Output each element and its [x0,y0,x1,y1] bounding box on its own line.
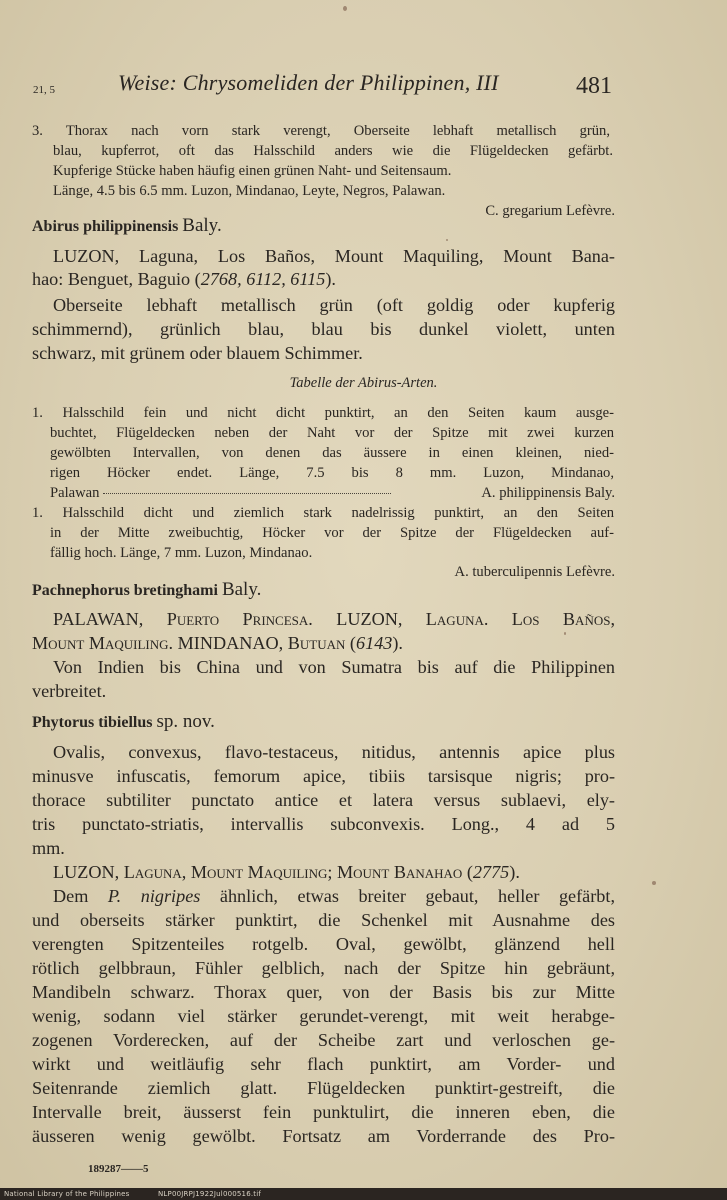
abirus-locality-line-2: hao: Benguet, Baguio (2768, 6112, 6115). [32,269,336,289]
scan-footer [0,1188,727,1200]
table-entry1-line-4: rigen Höcker endet. Länge, 7.5 bis 8 mm. Luzon, Mindanao, [50,465,614,481]
phytorus-desc-line-1: Dem P. nigripes ähnlich, etwas breiter gebaut, heller gefärbt, [53,886,615,906]
signature-mark: 189287——5 [88,1163,149,1175]
phytorus-desc-line-5: Mandibeln schwarz. Thorax quer, von der Basis bis zur Mitte [32,982,615,1002]
pachnephorus-locality-line-2: Mount Maquiling. MINDANAO, Butuan (6143). [32,633,403,653]
table-entry1-line-1: 1. Halsschild fein und nicht dicht punktirt, an den Seiten kaum ausge- [32,405,614,421]
key-end-line-2: blau, kupferrot, oft das Halsschild anders wie die Flügeldecken gefärbt. [53,143,613,159]
phytorus-desc-line-6: wenig, sodann viel stärker gerundet-verengt, mit weit herabge- [32,1006,615,1026]
phytorus-desc-line-11: äusseren wenig gewölbt. Fortsatz am Vorderrande des Pro- [32,1126,615,1146]
key-end-line-1: 3. Thorax nach vorn stark verengt, Oberseite lebhaft metallisch grün, [32,123,610,139]
pachnephorus-heading: Pachnephorus bretinghami Baly. [32,579,262,600]
phytorus-locality-line: LUZON, Laguna, Mount Maquiling; Mount Banahao (2775). [53,862,520,882]
phytorus-desc-line-2: und oberseits stärker punktirt, die Schenkel mit Ausnahme des [32,910,615,930]
table-entry2-line-1: 1. Halsschild dicht und ziemlich stark nadelrissig punktirt, an den Seiten [32,505,614,521]
running-head: Weise: Chrysomeliden der Philippinen, III [118,70,499,95]
phytorus-desc-line-8: wirkt und weitläufig sehr flach punktirt, am Vorder- und [32,1054,615,1074]
abirus-desc-line-2: schimmernd), grünlich blau, blau bis dunkel violett, unten [32,319,615,339]
scan-footer-library: National Library of the Philippines [4,1190,130,1198]
pachnephorus-dist-line-2: verbreitet. [32,681,107,701]
table-entry1-species: A. philippinensis Baly. [481,485,615,501]
ink-spot [652,881,656,885]
table-entry1-line-3: gewölbten Intervallen, von denen das äussere in einen kleinen, nied- [50,445,614,461]
key-end-line-4: Länge, 4.5 bis 6.5 mm. Luzon, Mindanao, Leyte, Negros, Palawan. [53,183,446,199]
phytorus-latin-line-4: tris punctato-striatis, intervallis subconvexis. Long., 4 ad 5 [32,814,615,834]
phytorus-heading: Phytorus tibiellus sp. nov. [32,711,215,732]
phytorus-desc-line-9: Seitenrande ziemlich glatt. Flügeldecken punktirt-gestreift, die [32,1078,615,1098]
table-entry1-line-5: Palawan [50,483,395,504]
ink-spot [343,6,347,11]
table-entry2-line-2: in der Mitte zweibuchtig, Höcker vor der Spitze der Flügeldecken auf- [50,525,614,541]
pachnephorus-locality-line-1: PALAWAN, Puerto Princesa. LUZON, Laguna. Los Baños, [53,609,615,629]
abirus-heading: Abirus philippinensis Baly. [32,215,222,236]
phytorus-desc-line-4: rötlich gelbbraun, Fühler gelblich, nach der Spitze hin gebräunt, [32,958,615,978]
page-number: 481 [576,73,612,99]
table-title: Tabelle der Abirus-Arten. [289,375,438,391]
abirus-locality-line-1: LUZON, Laguna, Los Baños, Mount Maquiling, Mount Bana- [53,246,615,266]
table-entry2-species: A. tuberculipennis Lefèvre. [454,564,615,580]
phytorus-desc-line-7: zogenen Vorderecken, auf der Scheibe zart und verloschen ge- [32,1030,615,1050]
phytorus-latin-line-5: mm. [32,838,65,858]
phytorus-latin-line-3: thorace subtiliter punctato antice et latera versus sublaevi, ely- [32,790,615,810]
phytorus-latin-line-1: Ovalis, convexus, flavo-testaceus, nitidus, antennis apice plus [53,742,615,762]
abirus-desc-line-1: Oberseite lebhaft metallisch grün (oft goldig oder kupferig [53,295,615,315]
ink-spot [446,239,448,241]
key-end-line-3: Kupferige Stücke haben häufig einen grünen Naht- und Seitensaum. [53,163,452,179]
table-entry1-line-2: buchtet, Flügeldecken neben der Naht vor der Spitze mit zwei kurzen [50,425,614,441]
pachnephorus-dist-line-1: Von Indien bis China und von Sumatra bis auf die Philippinen [53,657,615,677]
ink-spot [564,632,566,635]
section-mark: 21, 5 [33,84,55,96]
phytorus-latin-line-2: minusve infuscatis, femorum apice, tibiis tarsisque nigris; pro- [32,766,615,786]
table-entry2-line-3: fällig hoch. Länge, 7 mm. Luzon, Mindanao. [50,545,313,561]
phytorus-desc-line-10: Intervalle breit, äusserst fein punktulirt, die inneren eben, die [32,1102,615,1122]
scan-footer-file: NLP00JRPJ1922Jul000516.tif [158,1190,262,1198]
phytorus-desc-line-3: verengten Spitzenteiles rotgelb. Oval, gewölbt, glänzend hell [32,934,615,954]
abirus-desc-line-3: schwarz, mit grünem oder blauem Schimmer. [32,343,363,363]
dot-leader [103,492,391,494]
key-end-species: C. gregarium Lefèvre. [485,203,615,219]
